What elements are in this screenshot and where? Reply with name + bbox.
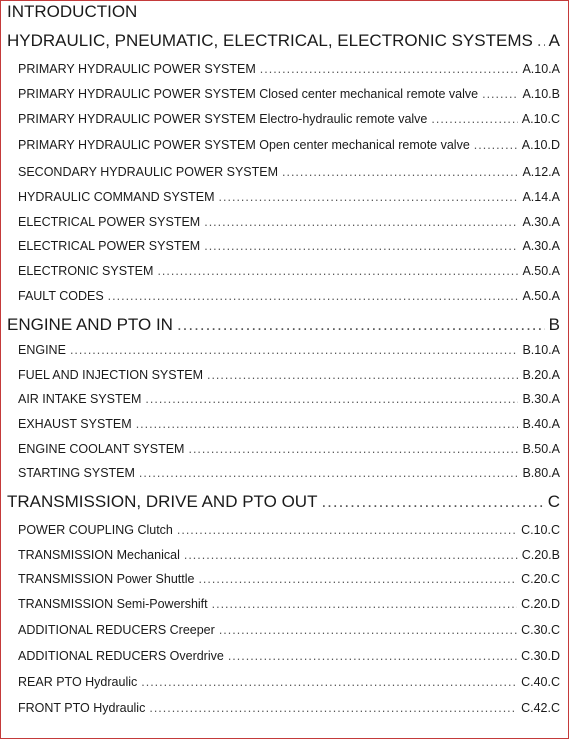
leader-dots: [219, 190, 519, 204]
entry-title: PRIMARY HYDRAULIC POWER SYSTEM Open center mechanical remote valve: [18, 138, 470, 152]
section-letter: A: [548, 31, 560, 50]
toc-entry[interactable]: [18, 466, 560, 480]
entry-title: EXHAUST SYSTEM: [18, 417, 132, 431]
section-letter: C: [547, 492, 560, 511]
toc-entry[interactable]: [18, 215, 560, 229]
leader-dots: [204, 215, 518, 229]
entry-code: B.40.A: [522, 417, 560, 431]
section-title: HYDRAULIC, PNEUMATIC, ELECTRICAL, ELECTRONIC SYSTEMS: [7, 31, 533, 50]
leader-dots: [145, 392, 518, 406]
entry-code: C.30.D: [521, 649, 560, 663]
leader-dots: [207, 368, 518, 382]
leader-dots: [260, 62, 519, 76]
section-a-heading[interactable]: [7, 31, 560, 51]
entry-code: A.30.A: [522, 239, 560, 253]
toc-entry[interactable]: [18, 343, 560, 357]
toc-entry[interactable]: [18, 289, 560, 303]
toc-entry[interactable]: [18, 701, 560, 715]
entry-code: B.80.A: [522, 466, 560, 480]
intro-heading[interactable]: [7, 2, 137, 22]
leader-dots: [537, 31, 545, 51]
leader-dots: [474, 138, 518, 152]
leader-dots: [198, 572, 517, 586]
leader-dots: [219, 623, 517, 637]
leader-dots: [321, 492, 543, 512]
leader-dots: [482, 87, 518, 101]
leader-dots: [188, 442, 518, 456]
leader-dots: [141, 675, 517, 689]
toc-entry[interactable]: [18, 392, 560, 406]
section-title: ENGINE AND PTO IN: [7, 315, 173, 334]
toc-entry[interactable]: [18, 138, 560, 152]
entry-title: PRIMARY HYDRAULIC POWER SYSTEM Electro-hydraulic remote valve: [18, 112, 428, 126]
toc-entry[interactable]: [18, 165, 560, 179]
toc-entry[interactable]: [18, 597, 560, 611]
leader-dots: [177, 523, 517, 537]
entry-code: B.50.A: [522, 442, 560, 456]
leader-dots: [212, 597, 517, 611]
entry-code: C.40.C: [521, 675, 560, 689]
entry-title: ADDITIONAL REDUCERS Overdrive: [18, 649, 224, 663]
leader-dots: [184, 548, 518, 562]
entry-title: ENGINE: [18, 343, 66, 357]
toc-entry[interactable]: [18, 239, 560, 253]
entry-title: FRONT PTO Hydraulic: [18, 701, 146, 715]
entry-title: TRANSMISSION Semi-Powershift: [18, 597, 208, 611]
toc-entry[interactable]: [18, 623, 560, 637]
toc-entry[interactable]: [18, 649, 560, 663]
leader-dots: [431, 112, 517, 126]
entry-code: C.20.B: [521, 548, 560, 562]
toc-entry[interactable]: [18, 548, 560, 562]
leader-dots: [228, 649, 517, 663]
entry-code: A.14.A: [522, 190, 560, 204]
section-c-heading[interactable]: [7, 492, 560, 512]
leader-dots: [204, 239, 518, 253]
entry-code: C.20.C: [521, 572, 560, 586]
toc-entry[interactable]: [18, 87, 560, 101]
entry-code: A.10.C: [521, 112, 560, 126]
leader-dots: [157, 264, 518, 278]
leader-dots: [139, 466, 519, 480]
leader-dots: [282, 165, 518, 179]
toc-entry[interactable]: [18, 442, 560, 456]
entry-title: SECONDARY HYDRAULIC POWER SYSTEM: [18, 165, 279, 179]
toc-entry[interactable]: [18, 112, 560, 126]
intro-title: INTRODUCTION: [7, 2, 138, 21]
leader-dots: [70, 343, 519, 357]
leader-dots: [136, 417, 519, 431]
toc-entry[interactable]: [18, 264, 560, 278]
toc-entry[interactable]: [18, 572, 560, 586]
leader-dots: [177, 315, 545, 335]
entry-code: C.10.C: [521, 523, 560, 537]
toc-entry[interactable]: [18, 523, 560, 537]
entry-code: B.10.A: [522, 343, 560, 357]
entry-code: A.10.D: [521, 138, 560, 152]
entry-title: HYDRAULIC COMMAND SYSTEM: [18, 190, 215, 204]
entry-code: B.30.A: [522, 392, 560, 406]
entry-title: STARTING SYSTEM: [18, 466, 135, 480]
toc-entry[interactable]: [18, 368, 560, 382]
leader-dots: [108, 289, 519, 303]
leader-dots: [149, 701, 517, 715]
entry-title: FAULT CODES: [18, 289, 104, 303]
entry-code: A.10.B: [522, 87, 560, 101]
entry-code: C.30.C: [521, 623, 560, 637]
entry-title: ELECTRICAL POWER SYSTEM: [18, 215, 201, 229]
entry-code: B.20.A: [522, 368, 560, 382]
entry-title: PRIMARY HYDRAULIC POWER SYSTEM Closed center mechanical remote valve: [18, 87, 479, 101]
toc-entry[interactable]: [18, 675, 560, 689]
entry-code: A.30.A: [522, 215, 560, 229]
section-letter: B: [548, 315, 560, 334]
entry-code: C.42.C: [521, 701, 560, 715]
toc-entry[interactable]: [18, 190, 560, 204]
entry-title: ENGINE COOLANT SYSTEM: [18, 442, 185, 456]
entry-title: AIR INTAKE SYSTEM: [18, 392, 142, 406]
entry-title: ELECTRICAL POWER SYSTEM: [18, 239, 201, 253]
entry-title: ELECTRONIC SYSTEM: [18, 264, 154, 278]
toc-entry[interactable]: [18, 62, 560, 76]
entry-code: A.12.A: [522, 165, 560, 179]
entry-code: A.50.A: [522, 289, 560, 303]
section-title: TRANSMISSION, DRIVE AND PTO OUT: [7, 492, 318, 511]
entry-code: A.50.A: [522, 264, 560, 278]
section-b-heading[interactable]: [7, 315, 560, 335]
entry-title: REAR PTO Hydraulic: [18, 675, 138, 689]
toc-entry[interactable]: [18, 417, 560, 431]
entry-code: C.20.D: [521, 597, 560, 611]
entry-title: TRANSMISSION Mechanical: [18, 548, 180, 562]
entry-title: FUEL AND INJECTION SYSTEM: [18, 368, 203, 382]
entry-title: PRIMARY HYDRAULIC POWER SYSTEM: [18, 62, 256, 76]
entry-title: TRANSMISSION Power Shuttle: [18, 572, 195, 586]
entry-title: ADDITIONAL REDUCERS Creeper: [18, 623, 215, 637]
entry-code: A.10.A: [522, 62, 560, 76]
entry-title: POWER COUPLING Clutch: [18, 523, 173, 537]
